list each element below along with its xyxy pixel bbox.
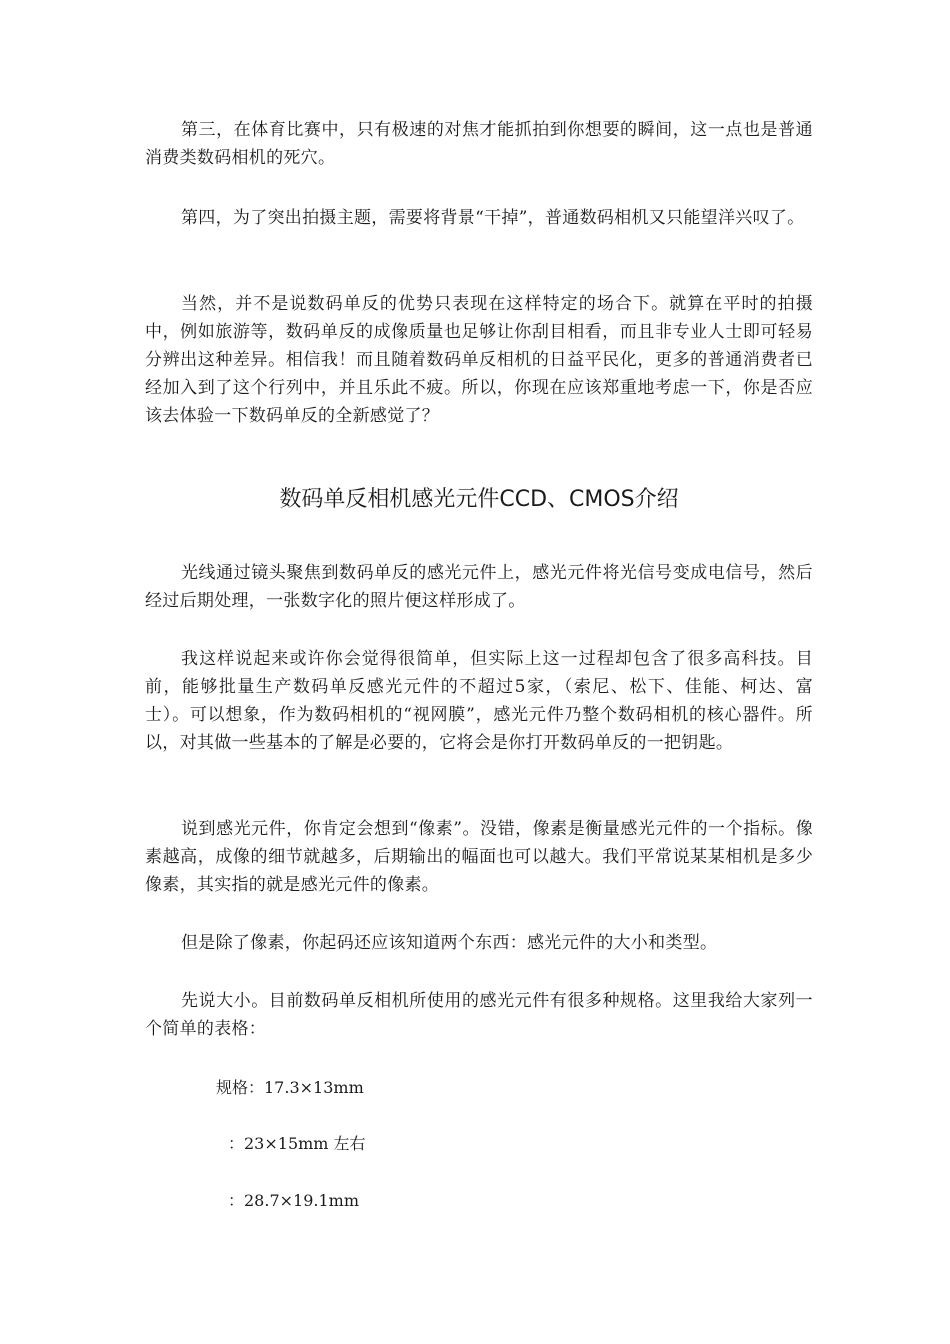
paragraph-size-and-type: 但是除了像素，你起码还应该知道两个东西：感光元件的大小和类型。 — [181, 933, 718, 953]
spec-line-2: ：23×15mm 左右 — [228, 1134, 366, 1153]
paragraph-light-path: 光线通过镜头聚焦到数码单反的感光元件上，感光元件将光信号变成电信号，然后经过后期处理，一张数字化的照片便这样形成了。 — [145, 563, 813, 611]
paragraph-fourth-point: 第四，为了突出拍摄主题，需要将背景“干掉”，普通数码相机又只能望洋兴叹了。 — [181, 208, 805, 228]
spec-line-3: ：28.7×19.1mm — [228, 1191, 360, 1210]
paragraph-size-intro: 先说大小。目前数码单反相机所使用的感光元件有很多种规格。这里我给大家列一个简单的表格： — [145, 991, 813, 1039]
section-title: 数码单反相机感光元件CCD、CMOS介绍 — [279, 487, 679, 512]
paragraph-of-course: 当然，并不是说数码单反的优势只表现在这样特定的场合下。就算在平时的拍摄中，例如旅游等，数码单反的成像质量也足够让你刮目相看，而且非专业人士即可轻易分辨出这种差异。相信我！而且随着数码单反相机的日益平民化，更多的普通消费者已经加入到了这个行列中，并且乐此不疲。所以，你现在应该郑重地考虑一下，你是否应该去体验一下数码单反的全新感觉了？ — [145, 294, 813, 426]
paragraph-third-point: 第三，在体育比赛中，只有极速的对焦才能抓拍到你想要的瞬间，这一点也是普通消费类数码相机的死穴。 — [145, 120, 813, 168]
paragraph-high-tech: 我这样说起来或许你会觉得很简单，但实际上这一过程却包含了很多高科技。目前，能够批量生产数码单反感光元件的不超过5家，（索尼、松下、佳能、柯达、富士）。可以想象，作为数码相机的“视网膜”，感光元件乃整个数码相机的核心器件。所以，对其做一些基本的了解是必要的，它将会是你打开数码单反的一把钥匙。 — [145, 649, 813, 753]
spec-line-1: 规格：17.3×13mm — [216, 1078, 364, 1097]
paragraph-pixels: 说到感光元件，你肯定会想到“像素”。没错，像素是衡量感光元件的一个指标。像素越高，成像的细节就越多，后期输出的幅面也可以越大。我们平常说某某相机是多少像素，其实指的就是感光元件的像素。 — [145, 819, 813, 895]
